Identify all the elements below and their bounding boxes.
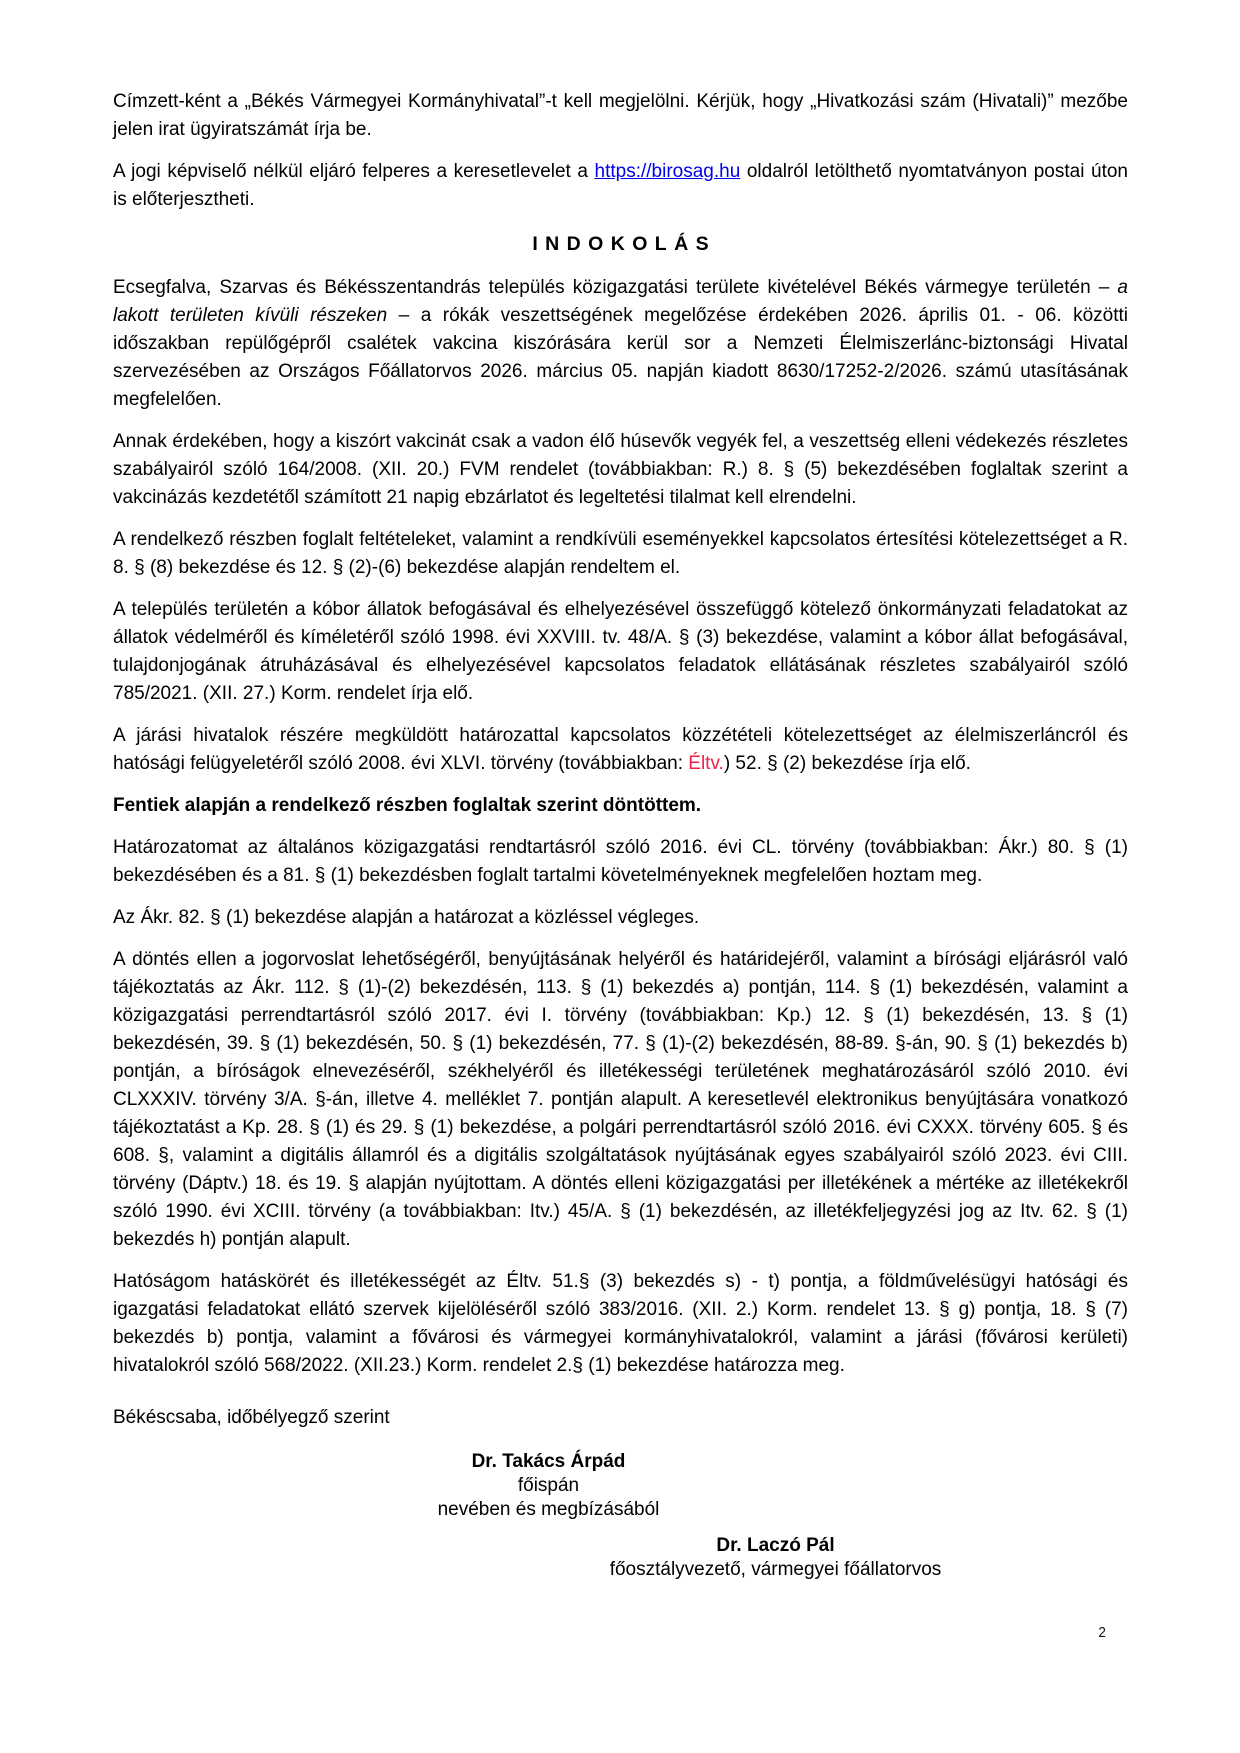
paragraph-vaccination-area-pre: Ecsegfalva, Szarvas és Békésszentandrás település közigazgatási területe kivételével Békés vármegye területén – [113,277,1118,298]
signer2-name: Dr. Laczó Pál [716,1535,835,1556]
paragraph-plaintiff [113,158,1128,214]
paragraph-plaintiff-text-post: oldalról letölthető nyomtatványon postai úton is előterjesztheti. [113,161,1128,210]
paragraph-competence: Hatóságom hatáskörét és illetékességét az Éltv. 51.§ (3) bekezdés s) - t) pontja, a földművelésügyi hatósági és igazgatási feladatokat ellátó szervek kijelöléséről szóló 383/2016. (XII. 2.) Korm. rendelet 13. § g) pontja, 18. § (7) bekezdés b) pontja, valamint a fővárosi és vármegyei kormányhivatalokról, valamint a járási (fővárosi kerületi) hivatalokról szóló 568/2022. (XII.23.) Korm. rendelet 2.§ (1) bekezdése határozza meg. [113,1271,1128,1376]
eltv-abbreviation-red: Éltv. [688,753,724,774]
paragraph-district-offices [113,722,1128,778]
paragraph-addressee: Címzett-ként a „Békés Vármegyei Kormányhivatal”-t kell megjelölni. Kérjük, hogy „Hivatkozási szám (Hivatali)” mezőbe jelen irat ügyiratszámát írja be. [113,91,1128,140]
paragraph-stray-animals: A település területén a kóbor állatok befogásával és elhelyezésével összefüggő kötelező önkormányzati feladatokat az állatok védelméről és kíméletéről szóló 1998. évi XXVIII. tv. 48/A. § (3) bekezdése, valamint a kóbor állat befogásával, tulajdonjogának átruházásával és elhelyezésével kapcsolatos feladatok ellátásának részletes szabályairól szóló 785/2021. (XII. 27.) Korm. rendelet írja elő. [113,599,1128,704]
signer1-title: főispán [517,1475,580,1496]
paragraph-legal-remedy: A döntés ellen a jogorvoslat lehetőségéről, benyújtásának helyéről és határidejéről, valamint a bírósági eljárásról való tájékoztatás az Ákr. 112. § (1)-(2) bekezdésén, 113. § (1) bekezdés a) pontján, 114. § (1) bekezdésén, valamint a közigazgatási perrendtartásról szóló 2017. évi I. törvény (továbbiakban: Kp.) 12. § (1) bekezdésén, 13. § (1) bekezdésén, 39. § (1) bekezdésén, 50. § (1) bekezdésén, 77. § (1)-(2) bekezdésén, 88-89. §-án, 90. § (1) bekezdés b) pontján, a bíróságok elnevezéséről, székhelyéről és illetékességi területének meghatározásáról szóló 2010. évi CLXXXIV. törvény 3/A. §-án, illetve 4. melléklet 7. pontján alapult. A keresetlevél elektronikus benyújtására vonatkozó tájékoztatást a Kp. 28. § (1) és 29. § (1) bekezdése, a polgári perrendtartásról szóló 2016. évi CXXX. törvény 605. § és 608. §, valamint a digitális államról és a digitális szolgáltatások nyújtásának egyes szabályairól szóló 2023. évi CIII. törvény (Dáptv.) 18. és 19. § alapján nyújtottam. A döntés elleni közigazgatási per illetékének a mértéke az illetékekről szóló 1990. évi XCIII. törvény (a továbbiakban: Itv.) 45/A. § (1) bekezdésén, az illetékfeljegyzési jog az Itv. 62. § (1) bekezdés h) pontján alapult. [113,949,1128,1250]
signer1-note: nevében és megbízásából [437,1499,660,1520]
paragraph-plaintiff-text-pre: A jogi képviselő nélkül eljáró felperes a keresetlevelet a [113,161,595,182]
paragraph-finality: Az Ákr. 82. § (1) bekezdése alapján a határozat a közléssel végleges. [113,907,700,928]
signature-block-laczo [268,1534,1240,1582]
paragraph-decision-basis: Határozatomat az általános közigazgatási rendtartásról szóló 2016. évi CL. törvény (továbbiakban: Ákr.) 80. § (1) bekezdésében és a 81. § (1) bekezdésben foglalt tartalmi követelményeknek megfelelően hoztam meg. [113,837,1128,886]
paragraph-notification-duty: A rendelkező részben foglalt feltételeket, valamint a rendkívüli eseményekkel kapcsolatos értesítési kötelezettséget a R. 8. § (8) bekezdése és 12. § (2)-(6) bekezdése alapján rendeltem el. [113,529,1128,578]
paragraph-vaccination-area-post: – a rókák veszettségének megelőzése érdekében 2026. április 01. - 06. közötti időszakban repülőgépről csalétek vakcina kiszórására kerül sor a Nemzeti Élelmiszerlánc-biztonsági Hivatal szervezésében az Országos Főállatorvos 2026. március 05. napján kiadott 8630/17252-2/2026. számú utasításának megfelelően. [113,305,1128,410]
signature-block-takacs [41,1450,1056,1522]
place-and-date-line: Békéscsaba, időbélyegző szerint [113,1407,390,1428]
paragraph-vaccination-area [113,274,1128,414]
paragraph-district-offices-pre: A járási hivatalok részére megküldött határozattal kapcsolatos közzétételi kötelezettséget az élelmiszerláncról és hatósági felügyeletéről szóló 2008. évi XLVI. törvény (továbbiakban: [113,725,1128,774]
signer1-name: Dr. Takács Árpád [471,1451,626,1472]
birosag-link[interactable]: https://birosag.hu [594,161,741,182]
paragraph-quarantine: Annak érdekében, hogy a kiszórt vakcinát csak a vadon élő húsevők vegyék fel, a veszettség elleni védekezés részletes szabályairól szóló 164/2008. (XII. 20.) FVM rendelet (továbbiakban: R.) 8. § (5) bekezdésében foglaltak szerint a vakcinázás kezdetétől számított 21 napig ebzárlatot és legeltetési tilalmat kell elrendelni. [113,431,1128,508]
paragraph-district-offices-post: ) 52. § (2) bekezdése írja elő. [723,753,971,774]
paragraph-vaccination-area-italic: a lakott területen kívüli részeken [113,277,1128,326]
section-heading-indokolas: INDOKOLÁS [532,233,717,255]
paragraph-decision-statement: Fentiek alapján a rendelkező részben foglaltak szerint döntöttem. [113,795,702,816]
page-number: 2 [1098,1624,1106,1641]
signer2-title: főosztályvezető, vármegyei főállatorvos [609,1559,942,1580]
